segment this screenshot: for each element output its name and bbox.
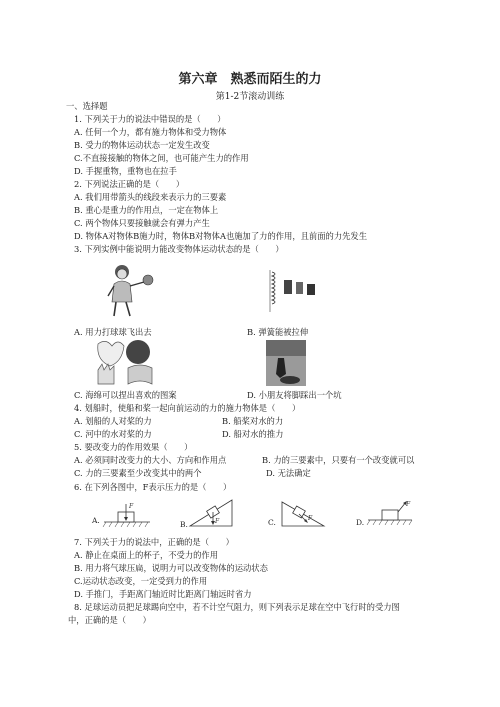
question-5-option-a: A. 必须同时改变力的大小、方向和作用点 [74, 455, 227, 465]
question-7-option-c: C.运动状态改变，一定受到力的作用 [74, 576, 208, 586]
question-3-option-a: A. 用力打球球飞出去 [74, 327, 152, 337]
question-1-option-b: B. 受力的物体运动状态一定发生改变 [74, 140, 210, 150]
question-8-stem-line2: 中，正确的是（ ） [68, 615, 151, 625]
question-7-stem: 7. 下列关于力的说法中，正确的是（ ） [74, 537, 234, 547]
question-3-stem: 3. 下列实例中能说明力能改变物体运动状态的是（ ） [74, 244, 284, 254]
question-2-option-c: C. 两个物体只要接触就会有弹力产生 [74, 218, 210, 228]
question-6-option-d-label: D. [356, 518, 365, 527]
question-6-diagram-b [188, 496, 236, 530]
question-1-option-d: D. 手握重物，重物也在拉手 [74, 166, 177, 176]
force-label-c: F [308, 515, 313, 522]
question-4-stem: 4. 划船时，使船和桨一起向前运动的力的施力物体是（ ） [74, 403, 301, 413]
question-4-option-b: B. 船桨对水的力 [222, 416, 284, 426]
footprint-photo-image [266, 340, 306, 386]
question-1-option-c: C.不直接接触的物体之间，也可能产生力的作用 [74, 153, 249, 163]
question-6-diagram-a [102, 500, 152, 530]
force-label-a: F [129, 503, 134, 510]
question-3-option-d: D. 小朋友将脚踩出一个坑 [247, 390, 342, 400]
question-1-stem: 1. 下列关于力的说法中错误的是（ ） [74, 114, 226, 124]
question-6-diagram-d [366, 498, 414, 528]
question-3-option-c: C. 海绵可以捏出喜欢的图案 [74, 390, 177, 400]
question-7-option-a: A. 静止在桌面上的杯子，不受力的作用 [74, 550, 219, 560]
question-8-stem-line1: 8. 足球运动员把足球踢向空中，若不计空气阻力，则下列表示足球在空中飞行时的受力图 [74, 602, 400, 612]
question-1-option-a: A. 任何一个力，都有施力物体和受力物体 [74, 127, 227, 137]
question-2-option-b: B. 重心是重力的作用点，一定在物体上 [74, 205, 219, 215]
question-5-stem: 5. 要改变力的作用效果（ ） [74, 442, 193, 452]
force-label-d: F [406, 501, 411, 508]
girl-hitting-ball-image [104, 262, 156, 318]
question-3-option-b: B. 弹簧能被拉伸 [247, 327, 309, 337]
question-5-option-d: D. 无法确定 [266, 468, 311, 478]
question-6-diagram-c [280, 496, 328, 530]
question-4-option-a: A. 划船的人对桨的力 [74, 416, 152, 426]
question-5-option-c: C. 力的三要素至少改变其中的两个 [74, 468, 202, 478]
question-6-option-b-label: B. [180, 520, 188, 529]
page-title: 第六章 熟悉而陌生的力 [178, 72, 322, 87]
question-2-option-d: D. 物体A对物体B施力时，物体B对物体A也施加了力的作用，且前面的力先发生 [74, 231, 368, 241]
question-6-stem: 6. 在下列各图中，F表示压力的是（ ） [74, 482, 232, 492]
page-subtitle: 第1-2节滚动训练 [215, 92, 285, 102]
spring-stretch-image [266, 268, 320, 314]
question-6-option-c-label: C. [268, 518, 276, 527]
question-7-option-b: B. 用力将气球压扁，说明力可以改变物体的运动状态 [74, 563, 268, 573]
force-label-b: F [215, 518, 220, 525]
question-5-option-b: B. 力的三要素中，只要有一个改变就可以 [262, 455, 415, 465]
question-6-option-a-label: A. [92, 516, 100, 525]
question-7-option-d: D. 手推门，手距离门轴近时比距离门轴远时省力 [74, 589, 252, 599]
question-2-option-a: A. 我们用带箭头的线段来表示力的三要素 [74, 192, 227, 202]
sponge-shapes-image [92, 338, 158, 388]
question-4-option-c: C. 河中的水对桨的力 [74, 429, 152, 439]
section-heading: 一、选择题 [66, 101, 108, 111]
question-2-stem: 2. 下列说法正确的是（ ） [74, 179, 185, 189]
question-4-option-d: D. 船对水的推力 [222, 429, 284, 439]
